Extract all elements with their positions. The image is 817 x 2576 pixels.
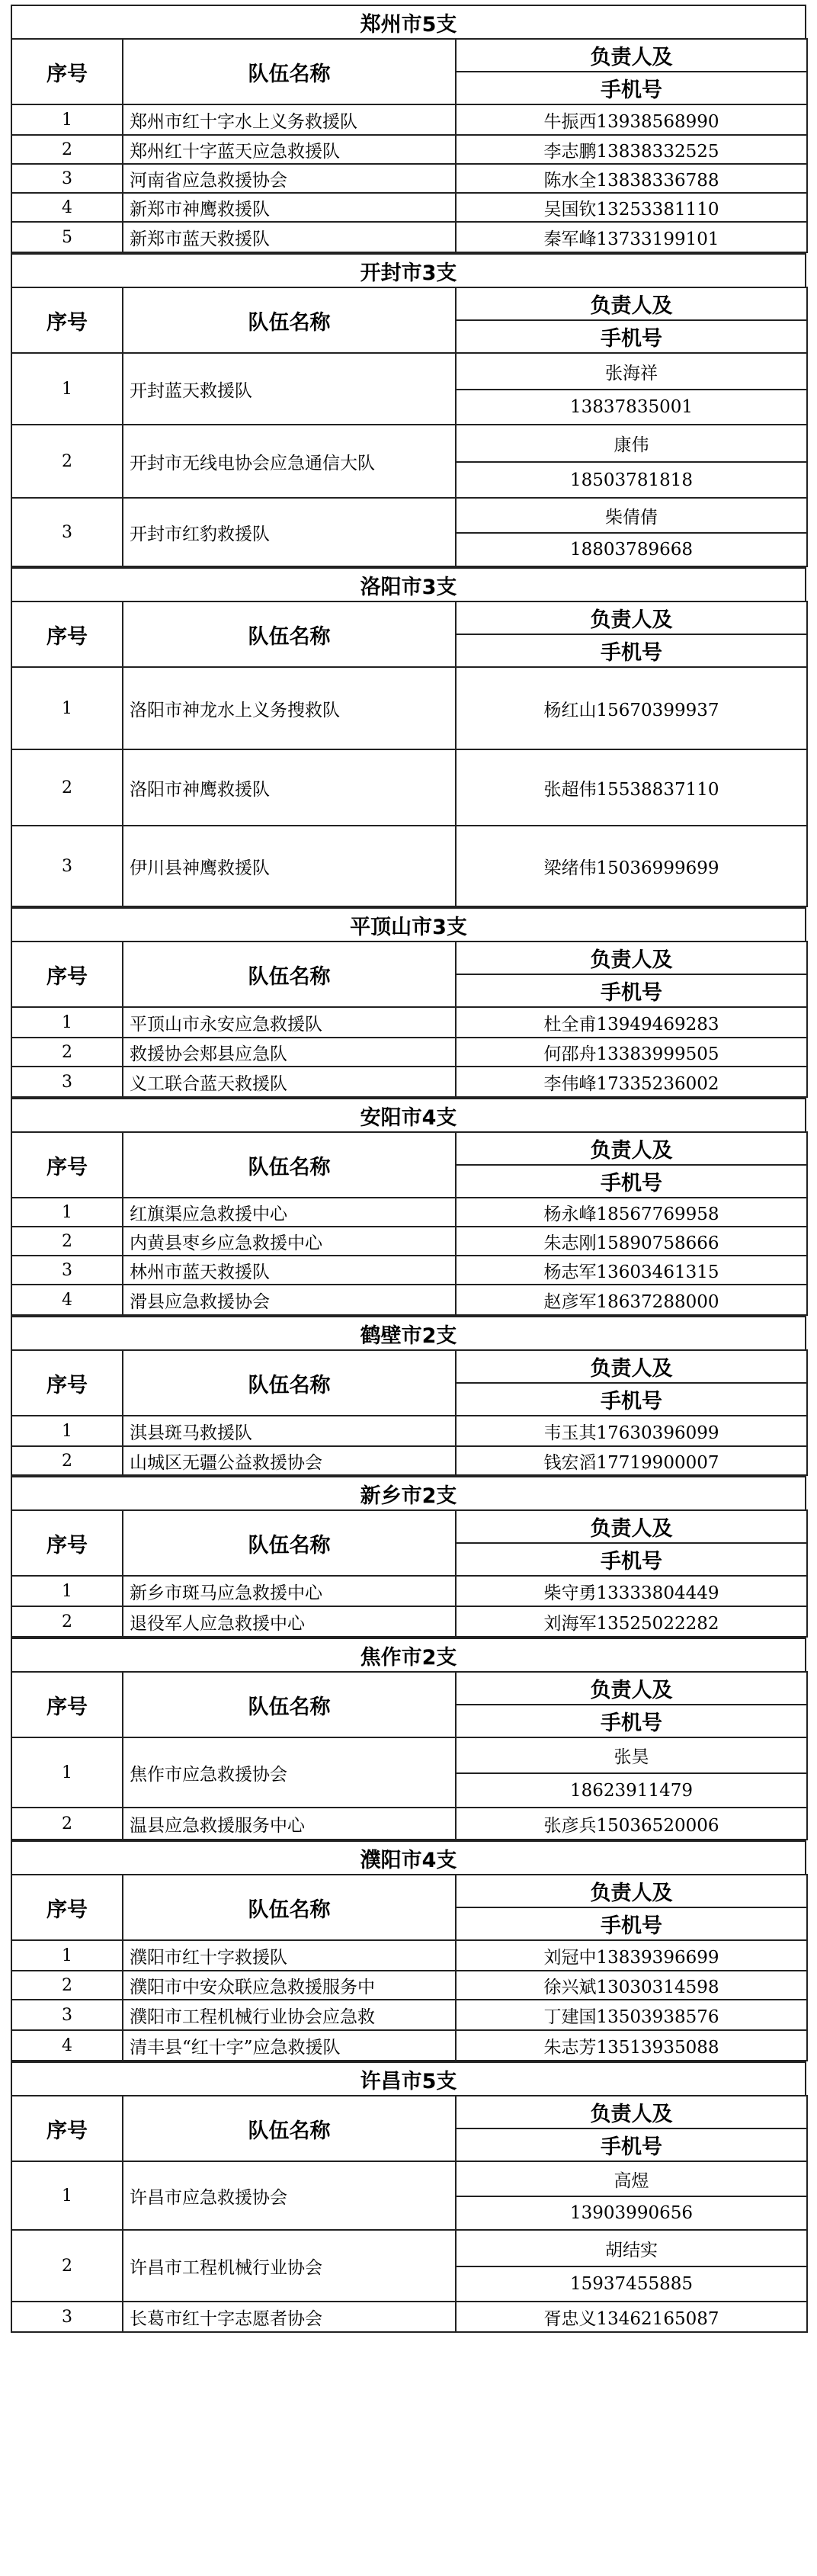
team-name: 开封蓝天救援队: [123, 353, 456, 425]
row-number: 2: [11, 749, 123, 826]
section-title: 濮阳市4支: [11, 1840, 806, 1874]
table-row: [11, 1038, 807, 1067]
section-title: 鹤壁市2支: [11, 1316, 806, 1349]
row-number: 2: [11, 1227, 123, 1256]
header-contact-line2: 手机号: [601, 1550, 662, 1574]
header-contact-line2: 手机号: [601, 1914, 662, 1938]
team-name: 林州市蓝天救援队: [123, 1256, 456, 1285]
header-contact-line1: 负责人及: [457, 1351, 806, 1384]
section-title: 郑州市5支: [11, 5, 806, 38]
header-no: 序号: [11, 39, 123, 104]
team-name: 郑州红十字蓝天应急救援队: [123, 135, 456, 164]
row-number: 3: [11, 1067, 123, 1097]
header-row: [11, 942, 807, 1007]
row-number: 4: [11, 1285, 123, 1315]
city-section: [11, 1476, 806, 1638]
table-row: [11, 667, 807, 749]
team-name: 内黄县枣乡应急救援中心: [123, 1227, 456, 1256]
header-contact-line1: 负责人及: [457, 2096, 806, 2129]
team-name: 义工联合蓝天救援队: [123, 1067, 456, 1097]
row-number: 2: [11, 1971, 123, 2000]
row-number: 1: [11, 1576, 123, 1606]
header-row: [11, 39, 807, 104]
contact-cell: 徐兴斌13030314598: [456, 1971, 807, 2000]
team-table: [11, 1671, 808, 1840]
contact-cell: 牛振西13938568990: [456, 104, 807, 135]
team-name: 洛阳市神龙水上义务搜救队: [123, 667, 456, 749]
contact-cell: [456, 425, 807, 498]
table-row: [11, 498, 807, 566]
row-number: 1: [11, 1416, 123, 1446]
contact-cell: 杨红山15670399937: [456, 667, 807, 749]
header-contact-line2: 手机号: [601, 981, 662, 1005]
header-contact: [456, 1350, 807, 1416]
section-title: 焦作市2支: [11, 1638, 806, 1671]
team-name: 开封市红豹救援队: [123, 498, 456, 566]
table-row: [11, 1067, 807, 1097]
contact-cell: 梁绪伟15036999699: [456, 826, 807, 906]
table-row: [11, 1256, 807, 1285]
contact-person: 高煜: [457, 2162, 806, 2197]
row-number: 2: [11, 1606, 123, 1637]
table-row: [11, 1940, 807, 1971]
header-no: 序号: [11, 1132, 123, 1198]
contact-cell: [456, 1737, 807, 1808]
contact-cell: [456, 353, 807, 425]
contact-cell: [456, 2230, 807, 2302]
city-section: [11, 1840, 806, 2061]
row-number: 2: [11, 2230, 123, 2302]
header-contact-line1: 负责人及: [457, 40, 806, 72]
row-number: 1: [11, 353, 123, 425]
row-number: 3: [11, 1256, 123, 1285]
row-number: 4: [11, 2030, 123, 2061]
rescue-team-document: [11, 5, 806, 2333]
header-contact-line1: 负责人及: [457, 1875, 806, 1908]
row-number: 3: [11, 2000, 123, 2030]
section-title: 安阳市4支: [11, 1098, 806, 1131]
contact-phone: 13903990656: [570, 2203, 693, 2223]
team-name: 新郑市蓝天救援队: [123, 222, 456, 252]
team-name: 平顶山市永安应急救援队: [123, 1007, 456, 1038]
row-number: 1: [11, 1198, 123, 1227]
contact-cell: 何邵舟13383999505: [456, 1038, 807, 1067]
header-row: [11, 1875, 807, 1940]
city-section: [11, 1638, 806, 1840]
row-number: 1: [11, 1940, 123, 1971]
city-section: [11, 1316, 806, 1476]
header-no: 序号: [11, 942, 123, 1007]
contact-cell: 杨志军13603461315: [456, 1256, 807, 1285]
header-contact: [456, 2096, 807, 2161]
contact-cell: 朱志刚15890758666: [456, 1227, 807, 1256]
table-row: [11, 2161, 807, 2230]
header-contact: [456, 1510, 807, 1576]
team-name: 救援协会郏县应急队: [123, 1038, 456, 1067]
team-name: 温县应急救援服务中心: [123, 1808, 456, 1840]
header-name: 队伍名称: [123, 287, 456, 353]
header-name: 队伍名称: [123, 2096, 456, 2161]
header-contact-line2: 手机号: [601, 2135, 662, 2159]
contact-cell: 赵彦军18637288000: [456, 1285, 807, 1315]
header-no: 序号: [11, 1672, 123, 1737]
row-number: 4: [11, 193, 123, 222]
table-row: [11, 164, 807, 193]
section-title: 许昌市5支: [11, 2061, 806, 2095]
team-name: 红旗渠应急救援中心: [123, 1198, 456, 1227]
team-name: 许昌市工程机械行业协会: [123, 2230, 456, 2302]
team-name: 长葛市红十字志愿者协会: [123, 2302, 456, 2332]
team-name: 洛阳市神鹰救援队: [123, 749, 456, 826]
header-contact: [456, 39, 807, 104]
header-contact-line1: 负责人及: [457, 1133, 806, 1166]
row-number: 2: [11, 425, 123, 498]
header-no: 序号: [11, 287, 123, 353]
table-row: [11, 193, 807, 222]
team-table: [11, 1349, 808, 1476]
team-table: [11, 2095, 808, 2333]
team-name: 焦作市应急救援协会: [123, 1737, 456, 1808]
header-row: [11, 287, 807, 353]
row-number: 5: [11, 222, 123, 252]
contact-person: 胡结实: [457, 2231, 806, 2267]
team-name: 郑州市红十字水上义务救援队: [123, 104, 456, 135]
team-table: [11, 1874, 808, 2061]
contact-cell: [456, 2161, 807, 2230]
table-row: [11, 1808, 807, 1840]
table-row: [11, 1606, 807, 1637]
row-number: 1: [11, 667, 123, 749]
table-row: [11, 425, 807, 498]
contact-cell: 刘海军13525022282: [456, 1606, 807, 1637]
table-row: [11, 1007, 807, 1038]
header-no: 序号: [11, 1350, 123, 1416]
header-contact-line2: 手机号: [601, 1390, 662, 1413]
header-contact-line1: 负责人及: [457, 942, 806, 975]
table-row: [11, 135, 807, 164]
header-name: 队伍名称: [123, 39, 456, 104]
header-row: [11, 1350, 807, 1416]
contact-cell: [456, 498, 807, 566]
table-row: [11, 222, 807, 252]
contact-person: 张昊: [457, 1738, 806, 1774]
table-row: [11, 2230, 807, 2302]
table-row: [11, 826, 807, 906]
header-row: [11, 2096, 807, 2161]
team-name: 山城区无疆公益救援协会: [123, 1446, 456, 1475]
contact-cell: 李伟峰17335236002: [456, 1067, 807, 1097]
contact-phone: 13837835001: [570, 397, 693, 417]
row-number: 3: [11, 2302, 123, 2332]
header-row: [11, 601, 807, 667]
team-name: 清丰县“红十字”应急救援队: [123, 2030, 456, 2061]
contact-phone: 15937455885: [570, 2274, 693, 2294]
team-table: [11, 1509, 808, 1638]
team-name: 濮阳市工程机械行业协会应急救: [123, 2000, 456, 2030]
table-row: [11, 353, 807, 425]
header-contact-line1: 负责人及: [457, 602, 806, 635]
contact-cell: 钱宏滔17719900007: [456, 1446, 807, 1475]
header-name: 队伍名称: [123, 1672, 456, 1737]
header-contact-line2: 手机号: [601, 1711, 662, 1735]
row-number: 2: [11, 1808, 123, 1840]
table-row: [11, 2000, 807, 2030]
header-contact-line1: 负责人及: [457, 1511, 806, 1544]
contact-phone: 18623911479: [570, 1780, 693, 1801]
header-contact: [456, 1132, 807, 1198]
row-number: 3: [11, 498, 123, 566]
table-row: [11, 1285, 807, 1315]
header-no: 序号: [11, 1510, 123, 1576]
contact-phone: 18803789668: [570, 540, 693, 560]
table-row: [11, 2030, 807, 2061]
contact-cell: 张超伟15538837110: [456, 749, 807, 826]
table-row: [11, 1576, 807, 1606]
city-section: [11, 253, 806, 567]
row-number: 2: [11, 1038, 123, 1067]
team-name: 滑县应急救援协会: [123, 1285, 456, 1315]
header-contact-line1: 负责人及: [457, 1673, 806, 1705]
row-number: 1: [11, 2161, 123, 2230]
city-section: [11, 567, 806, 907]
header-row: [11, 1132, 807, 1198]
team-name: 开封市无线电协会应急通信大队: [123, 425, 456, 498]
header-no: 序号: [11, 1875, 123, 1940]
contact-cell: 李志鹏13838332525: [456, 135, 807, 164]
team-table: [11, 1131, 808, 1316]
section-title: 开封市3支: [11, 253, 806, 287]
row-number: 1: [11, 1737, 123, 1808]
table-row: [11, 1446, 807, 1475]
row-number: 2: [11, 135, 123, 164]
contact-person: 张海祥: [457, 354, 806, 390]
row-number: 3: [11, 826, 123, 906]
header-contact-line1: 负责人及: [457, 288, 806, 321]
table-row: [11, 749, 807, 826]
row-number: 3: [11, 164, 123, 193]
section-title: 新乡市2支: [11, 1476, 806, 1509]
header-contact: [456, 942, 807, 1007]
header-no: 序号: [11, 601, 123, 667]
team-name: 退役军人应急救援中心: [123, 1606, 456, 1637]
contact-phone: 18503781818: [570, 470, 693, 490]
city-section: [11, 907, 806, 1098]
section-title: 平顶山市3支: [11, 907, 806, 941]
team-table: [11, 287, 808, 567]
row-number: 2: [11, 1446, 123, 1475]
table-row: [11, 104, 807, 135]
header-contact: [456, 287, 807, 353]
header-contact: [456, 1672, 807, 1737]
table-row: [11, 1416, 807, 1446]
section-title: 洛阳市3支: [11, 567, 806, 601]
contact-cell: 秦军峰13733199101: [456, 222, 807, 252]
header-contact: [456, 601, 807, 667]
contact-cell: 陈水全13838336788: [456, 164, 807, 193]
team-table: [11, 601, 808, 907]
city-section: [11, 5, 806, 253]
table-row: [11, 1198, 807, 1227]
table-row: [11, 1971, 807, 2000]
team-name: 河南省应急救援协会: [123, 164, 456, 193]
team-name: 新乡市斑马应急救援中心: [123, 1576, 456, 1606]
contact-cell: 朱志芳13513935088: [456, 2030, 807, 2061]
header-no: 序号: [11, 2096, 123, 2161]
team-name: 许昌市应急救援协会: [123, 2161, 456, 2230]
table-row: [11, 1227, 807, 1256]
contact-cell: 杜全甫13949469283: [456, 1007, 807, 1038]
contact-cell: 柴守勇13333804449: [456, 1576, 807, 1606]
header-row: [11, 1672, 807, 1737]
team-table: [11, 38, 808, 253]
team-name: 濮阳市红十字救援队: [123, 1940, 456, 1971]
header-name: 队伍名称: [123, 1132, 456, 1198]
header-contact-line2: 手机号: [601, 327, 662, 351]
header-contact: [456, 1875, 807, 1940]
team-name: 濮阳市中安众联应急救援服务中: [123, 1971, 456, 2000]
table-row: [11, 1737, 807, 1808]
row-number: 1: [11, 104, 123, 135]
contact-cell: 胥忠义13462165087: [456, 2302, 807, 2332]
team-name: 淇县斑马救援队: [123, 1416, 456, 1446]
header-row: [11, 1510, 807, 1576]
team-table: [11, 941, 808, 1098]
contact-cell: 韦玉其17630396099: [456, 1416, 807, 1446]
header-name: 队伍名称: [123, 1875, 456, 1940]
contact-cell: 刘冠中13839396699: [456, 1940, 807, 1971]
header-name: 队伍名称: [123, 1350, 456, 1416]
header-name: 队伍名称: [123, 942, 456, 1007]
header-name: 队伍名称: [123, 1510, 456, 1576]
contact-cell: 吴国钦13253381110: [456, 193, 807, 222]
contact-person: 康伟: [457, 425, 806, 463]
contact-person: 柴倩倩: [457, 499, 806, 534]
header-contact-line2: 手机号: [601, 1172, 662, 1195]
header-contact-line2: 手机号: [601, 641, 662, 665]
contact-cell: 杨永峰18567769958: [456, 1198, 807, 1227]
row-number: 1: [11, 1007, 123, 1038]
header-name: 队伍名称: [123, 601, 456, 667]
team-name: 伊川县神鹰救援队: [123, 826, 456, 906]
city-section: [11, 2061, 806, 2333]
contact-cell: 张彦兵15036520006: [456, 1808, 807, 1840]
team-name: 新郑市神鹰救援队: [123, 193, 456, 222]
contact-cell: 丁建国13503938576: [456, 2000, 807, 2030]
table-row: [11, 2302, 807, 2332]
city-section: [11, 1098, 806, 1316]
header-contact-line2: 手机号: [601, 79, 662, 102]
